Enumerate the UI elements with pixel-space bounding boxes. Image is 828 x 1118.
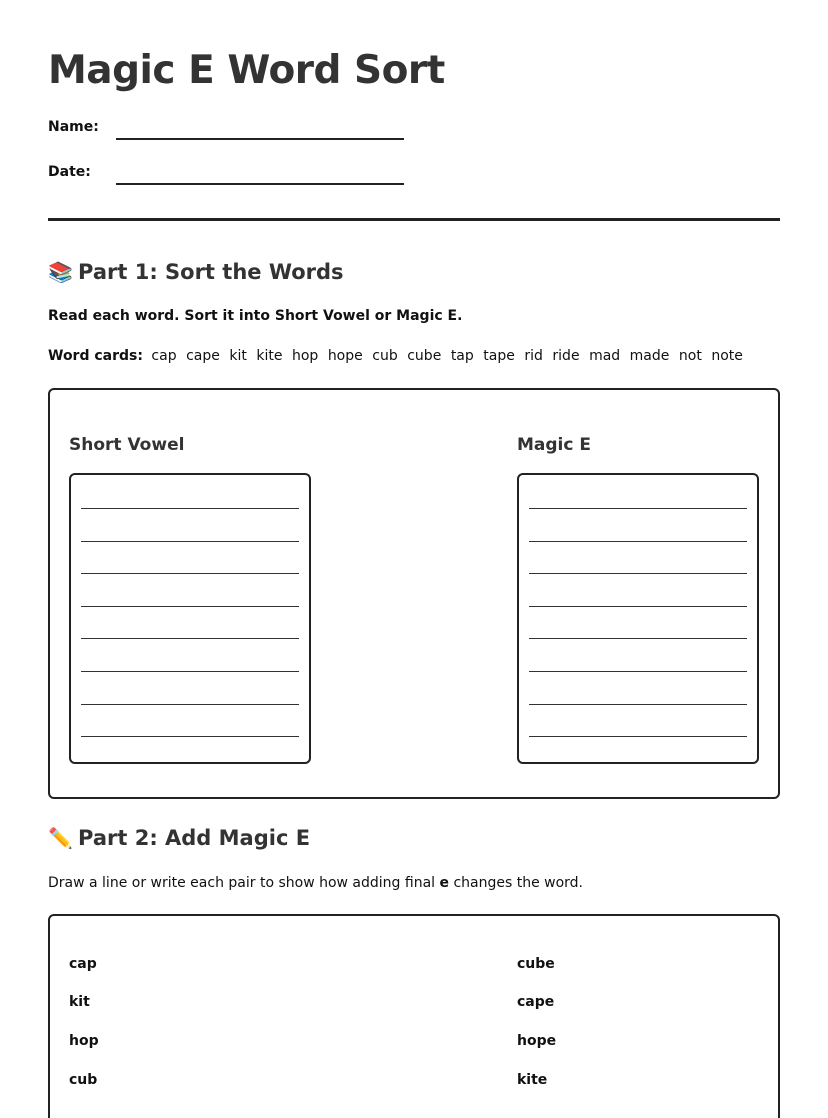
write-line[interactable] <box>81 638 299 639</box>
word-cards-row <box>48 346 780 366</box>
part1-instruction: Read each word. Sort it into Short Vowel or Magic E. <box>48 308 463 324</box>
word-card: rid <box>524 348 543 364</box>
word-card: cub <box>372 348 398 364</box>
short-vowel-list[interactable] <box>69 473 311 764</box>
write-line[interactable] <box>529 671 747 672</box>
part1-heading-text: Part 1: Sort the Words <box>78 260 344 284</box>
magic-e-list[interactable] <box>517 473 759 764</box>
short-vowel-title: Short Vowel <box>69 435 185 455</box>
part2-heading <box>48 822 648 854</box>
write-line[interactable] <box>529 541 747 542</box>
match-right-word[interactable]: kite <box>517 1072 548 1088</box>
word-card: mad <box>589 348 621 364</box>
date-write-line[interactable] <box>116 183 404 185</box>
word-card: cape <box>186 348 220 364</box>
date-label: Date: <box>48 164 91 180</box>
word-card: hope <box>327 348 363 364</box>
write-line[interactable] <box>81 541 299 542</box>
part2-instruction-start: Draw a line or write each pair to show how adding final <box>48 875 440 891</box>
magic-e-title: Magic E <box>517 435 591 455</box>
name-write-line[interactable] <box>116 138 404 140</box>
write-line[interactable] <box>529 508 747 509</box>
word-cards-label: Word cards: <box>48 348 143 364</box>
word-card: ride <box>552 348 580 364</box>
write-line[interactable] <box>529 638 747 639</box>
write-line[interactable] <box>81 508 299 509</box>
word-card: tape <box>483 348 515 364</box>
word-cards-list <box>147 348 752 364</box>
books-icon: 📚 <box>48 260 73 284</box>
match-right-word[interactable]: cube <box>517 956 555 972</box>
word-card: cap <box>151 348 177 364</box>
write-line[interactable] <box>529 704 747 705</box>
header-divider <box>48 218 780 221</box>
date-field[interactable] <box>48 163 408 187</box>
pencil-icon: ✏️ <box>48 826 73 850</box>
part2-heading-text: Part 2: Add Magic E <box>78 826 311 850</box>
write-line[interactable] <box>81 736 299 737</box>
word-card: cube <box>407 348 442 364</box>
match-box <box>48 914 780 1118</box>
word-card: not <box>678 348 702 364</box>
part2-instruction-end: changes the word. <box>449 875 584 891</box>
word-card: note <box>711 348 743 364</box>
word-card: tap <box>450 348 474 364</box>
match-left-word[interactable]: hop <box>69 1033 99 1049</box>
part2-instruction <box>48 873 583 893</box>
match-left-word[interactable]: cub <box>69 1072 98 1088</box>
word-card: kit <box>229 348 247 364</box>
sort-box <box>48 388 780 799</box>
match-left-word[interactable]: cap <box>69 956 97 972</box>
write-line[interactable] <box>529 736 747 737</box>
write-line[interactable] <box>81 606 299 607</box>
name-field[interactable] <box>48 118 408 142</box>
write-line[interactable] <box>81 573 299 574</box>
word-card: hop <box>291 348 319 364</box>
part2-instruction-bold: e <box>439 875 449 891</box>
match-right-word[interactable]: hope <box>517 1033 557 1049</box>
word-card: kite <box>256 348 283 364</box>
write-line[interactable] <box>529 606 747 607</box>
match-left-word[interactable]: kit <box>69 994 90 1010</box>
write-line[interactable] <box>529 573 747 574</box>
part1-heading <box>48 256 648 288</box>
write-line[interactable] <box>81 704 299 705</box>
write-line[interactable] <box>81 671 299 672</box>
page-title: Magic E Word Sort <box>48 48 445 93</box>
match-right-word[interactable]: cape <box>517 994 555 1010</box>
name-label: Name: <box>48 119 99 135</box>
word-card: made <box>629 348 670 364</box>
